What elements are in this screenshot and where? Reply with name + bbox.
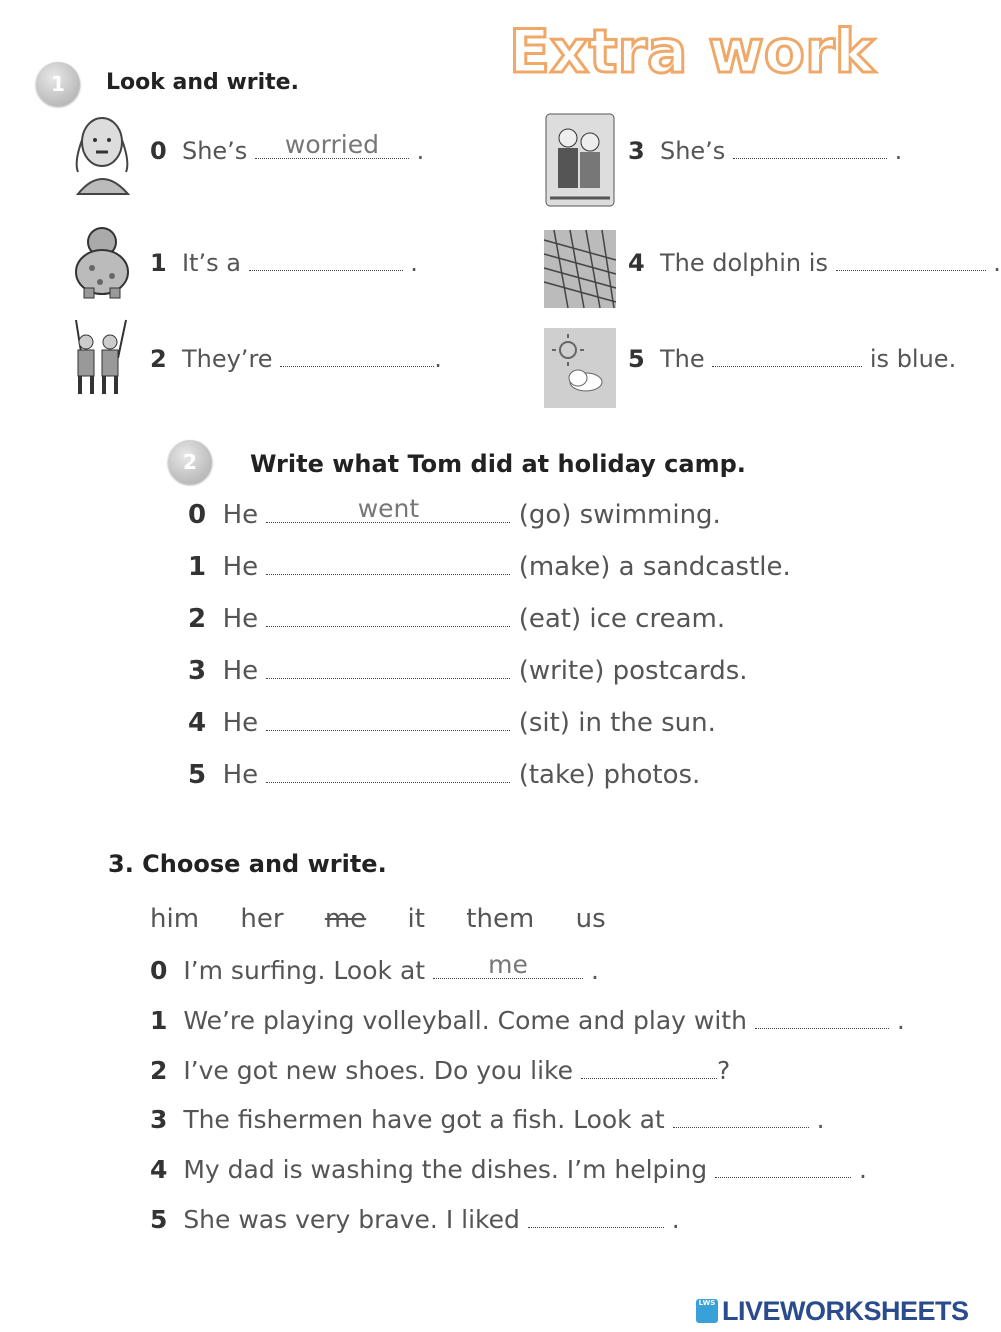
item-number: 2	[150, 1056, 168, 1085]
item-end: (sit) in the sun.	[518, 708, 716, 738]
title-art	[505, 14, 885, 87]
section2-heading: Write what Tom did at holiday camp.	[250, 450, 746, 478]
liveworksheets-logo[interactable]	[696, 1296, 969, 1326]
fishermen-picture	[56, 318, 136, 398]
scared-couple-picture	[544, 112, 616, 208]
logo-badge-icon: LWS	[696, 1299, 718, 1323]
item-number: 4	[188, 708, 207, 738]
s3-item-2	[150, 1056, 730, 1085]
logo-text: LIVEWORKSHEETS	[722, 1295, 969, 1326]
item-text: We’re playing volleyball. Come and play with	[183, 1006, 747, 1035]
sky-picture	[544, 328, 616, 408]
s2-item-3	[188, 656, 748, 686]
page-title	[505, 14, 885, 88]
item-end: .	[416, 137, 425, 165]
s1-item-1	[150, 248, 418, 277]
answer-blank[interactable]	[266, 604, 510, 627]
answer-blank[interactable]	[581, 1056, 717, 1079]
answer-text: me	[488, 950, 528, 979]
item-end: .	[816, 1105, 825, 1134]
item-end: .	[590, 956, 599, 985]
answer-blank[interactable]	[266, 760, 510, 783]
answer-blank[interactable]	[712, 344, 862, 367]
answer-blank[interactable]	[255, 130, 409, 159]
item-number: 2	[188, 604, 207, 634]
item-text: The dolphin is	[659, 249, 828, 277]
item-end: .	[993, 249, 1001, 277]
item-text: She’s	[659, 137, 726, 165]
item-text: They’re	[181, 345, 273, 373]
s1-item-2	[150, 344, 442, 373]
s3-item-1	[150, 1006, 905, 1035]
worried-girl-picture	[70, 112, 134, 196]
answer-blank[interactable]	[836, 248, 986, 271]
s3-item-4	[150, 1155, 867, 1184]
item-number: 0	[150, 956, 168, 985]
answer-text: worried	[284, 130, 379, 159]
item-end: (write) postcards.	[518, 656, 748, 686]
word-bank-item: him	[150, 904, 200, 934]
item-end: .	[894, 137, 903, 165]
word-bank	[150, 904, 606, 934]
answer-blank[interactable]	[733, 136, 887, 159]
item-number: 1	[188, 552, 207, 582]
s1-item-0	[150, 130, 425, 165]
s2-item-1	[188, 552, 791, 582]
word-bank-item: us	[575, 904, 606, 934]
item-text: It’s a	[181, 249, 241, 277]
word-bank-item: them	[466, 904, 535, 934]
item-text: He	[222, 500, 259, 530]
item-end: (make) a sandcastle.	[518, 552, 791, 582]
section2-number: 2	[168, 440, 212, 484]
answer-blank[interactable]	[280, 344, 434, 367]
item-text: The	[659, 345, 705, 373]
answer-blank[interactable]	[673, 1105, 809, 1128]
s1-item-4	[628, 248, 1001, 277]
item-number: 4	[150, 1155, 168, 1184]
answer-blank[interactable]	[433, 950, 583, 979]
answer-blank[interactable]	[266, 708, 510, 731]
item-text: He	[222, 760, 259, 790]
item-end: ?	[716, 1056, 731, 1085]
item-text: She’s	[181, 137, 248, 165]
s2-item-0	[188, 494, 721, 530]
item-text: I’m surfing. Look at	[183, 956, 426, 985]
answer-blank[interactable]	[266, 552, 510, 575]
s3-item-3	[150, 1105, 825, 1134]
answer-blank[interactable]	[266, 656, 510, 679]
item-number: 5	[150, 1205, 168, 1234]
item-number: 1	[150, 249, 167, 277]
s1-item-5	[628, 344, 956, 373]
item-number: 5	[628, 345, 645, 373]
net-picture	[544, 230, 616, 308]
answer-blank[interactable]	[528, 1205, 664, 1228]
item-end: .	[858, 1155, 867, 1184]
svg-text:Extra work: Extra work	[509, 17, 875, 87]
section3-number: 3	[108, 850, 125, 878]
word-bank-item: it	[407, 904, 425, 934]
item-text: He	[222, 656, 259, 686]
answer-blank[interactable]	[715, 1155, 851, 1178]
item-number: 1	[150, 1006, 168, 1035]
s3-item-5	[150, 1205, 680, 1234]
item-number: 5	[188, 760, 207, 790]
item-end: .	[671, 1205, 680, 1234]
item-number: 4	[628, 249, 645, 277]
item-text: He	[222, 708, 259, 738]
answer-text: went	[357, 494, 420, 523]
s2-item-5	[188, 760, 700, 790]
section3-heading-text: . Choose and write.	[124, 850, 387, 878]
item-number: 2	[150, 345, 167, 373]
item-end: is blue.	[869, 345, 957, 373]
item-end: .	[896, 1006, 905, 1035]
section1-number: 1	[36, 62, 80, 106]
item-text: He	[222, 552, 259, 582]
item-end: (go) swimming.	[518, 500, 721, 530]
section1-heading: Look and write.	[106, 70, 299, 95]
item-number: 3	[188, 656, 207, 686]
item-end: (eat) ice cream.	[518, 604, 726, 634]
item-text: The fishermen have got a fish. Look at	[183, 1105, 665, 1134]
section3-heading	[108, 850, 387, 878]
answer-blank[interactable]	[249, 248, 403, 271]
s3-item-0	[150, 950, 599, 985]
item-text: I’ve got new shoes. Do you like	[183, 1056, 573, 1085]
word-bank-item-used: me	[324, 904, 367, 934]
item-number: 3	[150, 1105, 168, 1134]
item-text: She was very brave. I liked	[183, 1205, 520, 1234]
word-bank-item: her	[240, 904, 284, 934]
item-end: .	[410, 249, 418, 277]
item-end: (take) photos.	[518, 760, 701, 790]
s1-item-3	[628, 136, 902, 165]
answer-blank[interactable]	[755, 1006, 889, 1029]
s2-item-2	[188, 604, 725, 634]
item-number: 0	[150, 137, 167, 165]
item-end: .	[434, 345, 442, 373]
monster-picture	[70, 222, 134, 300]
item-number: 3	[628, 137, 645, 165]
item-text: He	[222, 604, 259, 634]
answer-blank[interactable]	[266, 494, 510, 523]
item-number: 0	[188, 500, 207, 530]
item-text: My dad is washing the dishes. I’m helping	[183, 1155, 708, 1184]
s2-item-4	[188, 708, 716, 738]
